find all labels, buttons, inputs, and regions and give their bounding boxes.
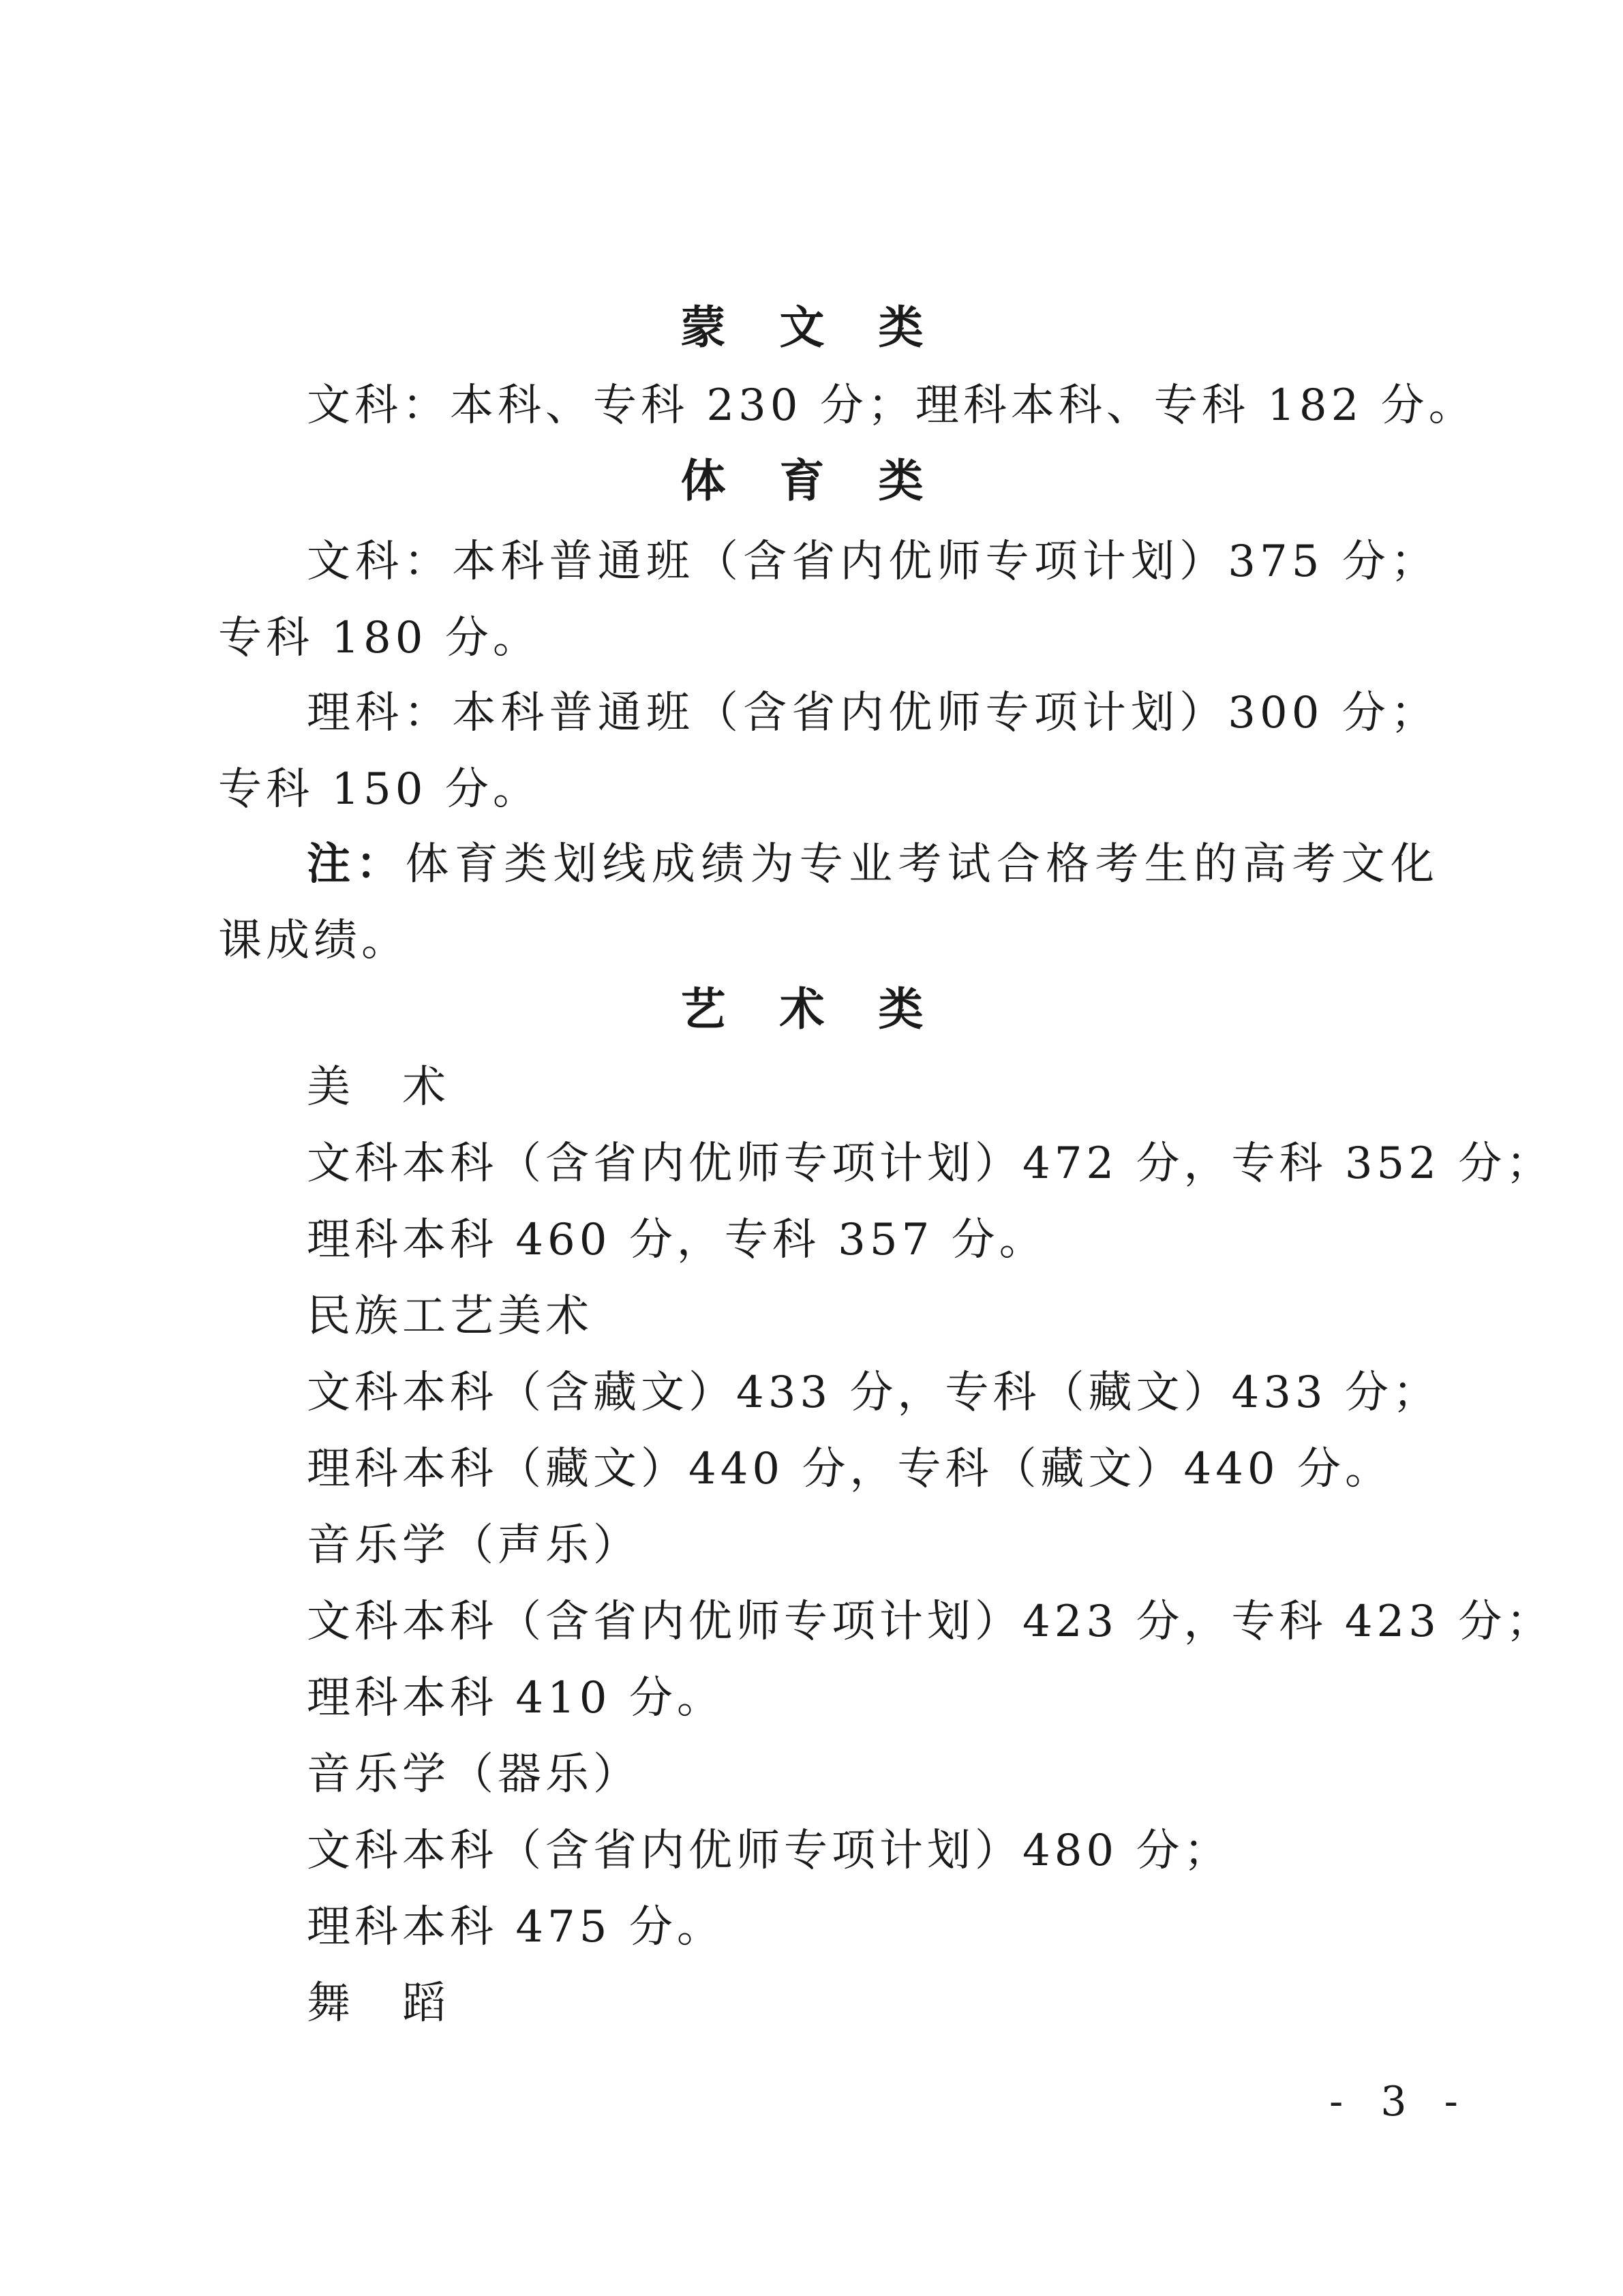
music-vocal-science-line: 理科本科 410 分。 bbox=[307, 1673, 725, 1723]
ethnic-crafts-liberal-line: 文科本科（含藏文）433 分，专科（藏文）433 分； bbox=[307, 1368, 1440, 1418]
note-text: 体育类划线成绩为专业考试合格考生的高考文化课成绩。 bbox=[218, 839, 1438, 966]
mongolian-score-line: 文科：本科、专科 230 分；理科本科、专科 182 分。 bbox=[307, 380, 1476, 431]
fine-arts-liberal-line: 文科本科（含省内优师专项计划）472 分，专科 352 分； bbox=[307, 1138, 1554, 1189]
sports-science-paragraph: 理科：本科普通班（含省内优师专项计划）300 分；专科 150 分。 bbox=[218, 688, 1438, 815]
note-label: 注： bbox=[307, 839, 406, 890]
section-heading-arts: 艺 术 类 bbox=[680, 982, 943, 1036]
section-heading-sports: 体 育 类 bbox=[680, 454, 943, 507]
fine-arts-science-line: 理科本科 460 分，专科 357 分。 bbox=[307, 1215, 1047, 1265]
subcategory-music-instrumental: 音乐学（器乐） bbox=[307, 1749, 641, 1800]
section-heading-mongolian: 蒙 文 类 bbox=[680, 301, 943, 354]
subcategory-ethnic-crafts: 民族工艺美术 bbox=[307, 1291, 593, 1342]
ethnic-crafts-science-line: 理科本科（藏文）440 分，专科（藏文）440 分。 bbox=[307, 1444, 1393, 1494]
page-number: - 3 - bbox=[1329, 2078, 1470, 2126]
sports-note-paragraph bbox=[218, 826, 1438, 979]
subcategory-music-vocal: 音乐学（声乐） bbox=[307, 1520, 641, 1571]
music-vocal-liberal-line: 文科本科（含省内优师专项计划）423 分，专科 423 分； bbox=[307, 1597, 1554, 1647]
music-instrumental-liberal-line: 文科本科（含省内优师专项计划）480 分； bbox=[307, 1826, 1232, 1876]
sports-liberal-arts-paragraph: 文科：本科普通班（含省内优师专项计划）375 分；专科 180 分。 bbox=[218, 537, 1438, 663]
subcategory-dance: 舞 蹈 bbox=[307, 1978, 450, 2029]
music-instrumental-science-line: 理科本科 475 分。 bbox=[307, 1902, 725, 1952]
subcategory-fine-arts: 美 术 bbox=[307, 1062, 450, 1113]
